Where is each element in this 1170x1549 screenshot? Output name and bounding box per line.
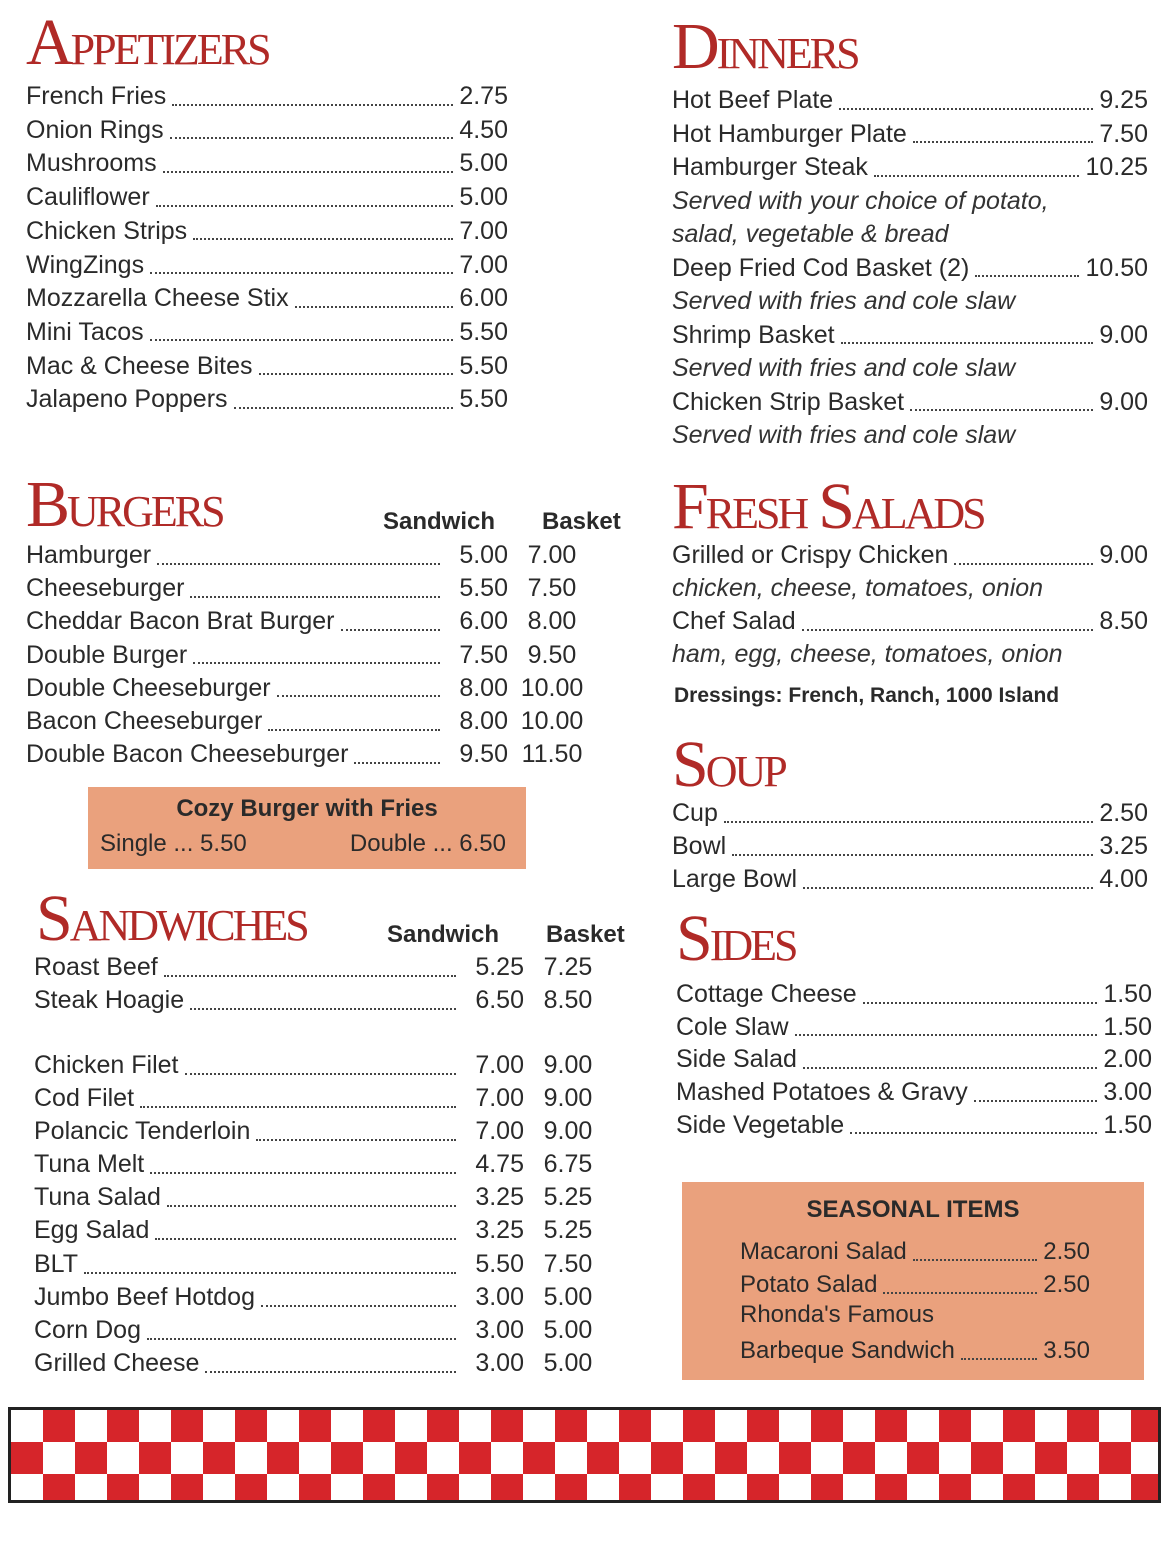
appetizer-row xyxy=(26,350,508,383)
dot-leader xyxy=(839,108,1093,110)
item-name: Cheeseburger xyxy=(26,574,185,603)
item-name: Roast Beef xyxy=(34,953,158,981)
checkered-border xyxy=(8,1407,1161,1503)
item-price: 3.50 xyxy=(1043,1337,1090,1364)
dot-leader xyxy=(341,629,440,631)
item-name: Mashed Potatoes & Gravy xyxy=(676,1078,968,1107)
item-name: BLT xyxy=(34,1250,78,1278)
sandwich-row xyxy=(34,1181,612,1214)
dot-leader xyxy=(150,339,454,341)
item-price: 2.00 xyxy=(1103,1045,1152,1074)
item-name: Large Bowl xyxy=(672,865,798,893)
item-basket: 11.50 xyxy=(521,740,583,769)
item-basket: 7.50 xyxy=(527,574,577,603)
item-sandwich: 7.00 xyxy=(475,1117,524,1145)
item-name: Chicken Filet xyxy=(34,1051,179,1079)
dot-leader xyxy=(150,1172,456,1174)
burgers-col-sandwich: Sandwich xyxy=(383,508,496,535)
dot-leader xyxy=(150,272,453,274)
salad-row xyxy=(672,605,1148,638)
sandwich-row xyxy=(34,1347,612,1380)
item-sandwich: 8.00 xyxy=(459,707,508,735)
dot-leader xyxy=(259,373,454,375)
item-sandwich: 5.50 xyxy=(459,574,508,603)
sides-heading: SIDES xyxy=(676,902,796,975)
dot-leader xyxy=(84,1272,456,1274)
dot-leader xyxy=(975,275,1079,277)
seasonal-row xyxy=(740,1235,1090,1268)
item-sandwich: 7.00 xyxy=(475,1051,524,1079)
dot-leader xyxy=(190,596,440,598)
appetizer-row xyxy=(26,249,508,282)
dinner-row xyxy=(672,84,1148,117)
item-name: Hamburger Steak xyxy=(672,153,868,181)
salads-heading: FRESH SALADS xyxy=(672,470,984,543)
dot-leader xyxy=(850,1132,1097,1134)
item-sandwich: 6.50 xyxy=(475,986,524,1014)
burger-row xyxy=(26,639,596,672)
item-basket: 7.25 xyxy=(543,953,593,981)
soup-row xyxy=(672,830,1148,863)
soup-heading: SOUP xyxy=(672,728,785,801)
item-name: Jumbo Beef Hotdog xyxy=(34,1283,255,1311)
item-name: Tuna Melt xyxy=(34,1150,145,1178)
item-price: 1.50 xyxy=(1103,1110,1152,1139)
item-price: 5.00 xyxy=(459,149,508,178)
item-price: 10.25 xyxy=(1085,153,1148,181)
burger-row xyxy=(26,605,596,638)
dot-leader xyxy=(261,1305,456,1307)
dot-leader xyxy=(724,821,1093,823)
side-row xyxy=(676,978,1152,1011)
sandwich-row xyxy=(34,1248,612,1281)
dot-leader xyxy=(295,306,454,308)
dot-leader xyxy=(193,662,440,664)
dinners-heading: DINNERS xyxy=(672,10,858,83)
item-name: Mini Tacos xyxy=(26,317,144,346)
item-price: 9.00 xyxy=(1099,541,1148,569)
item-basket: 5.00 xyxy=(543,1349,593,1377)
item-basket: 7.00 xyxy=(527,541,577,569)
item-note: salad, vegetable & bread xyxy=(672,220,949,248)
side-row xyxy=(676,1076,1152,1109)
side-row xyxy=(676,1109,1152,1142)
cozy-burger-double: Double ... 6.50 xyxy=(349,830,506,857)
item-sandwich: 7.50 xyxy=(459,640,508,669)
item-name: Corn Dog xyxy=(34,1316,141,1344)
appetizer-row xyxy=(26,215,508,248)
item-name: Hot Hamburger Plate xyxy=(672,119,907,148)
item-price: 3.25 xyxy=(1099,832,1148,860)
dot-leader xyxy=(874,175,1080,177)
sandwich-row xyxy=(34,984,612,1017)
appetizer-row xyxy=(26,114,508,147)
item-price: 3.00 xyxy=(1103,1078,1152,1107)
item-price: 4.50 xyxy=(459,115,508,144)
item-note: Served with fries and cole slaw xyxy=(672,354,1016,382)
item-name: Egg Salad xyxy=(34,1216,150,1244)
item-name: Shrimp Basket xyxy=(672,320,835,349)
item-name: Mac & Cheese Bites xyxy=(26,351,253,380)
dot-leader xyxy=(205,1371,456,1373)
sandwich-row xyxy=(34,1082,612,1115)
burger-row xyxy=(26,705,596,738)
item-name: Cup xyxy=(672,799,718,827)
dot-leader xyxy=(157,563,440,565)
item-price: 5.50 xyxy=(459,385,508,414)
item-price: 2.50 xyxy=(1043,1238,1090,1265)
dot-leader xyxy=(910,409,1093,411)
dot-leader xyxy=(974,1100,1098,1102)
side-row xyxy=(676,1043,1152,1076)
item-name: Double Burger xyxy=(26,640,188,669)
seasonal-row xyxy=(740,1268,1090,1301)
item-price: 9.00 xyxy=(1099,320,1148,349)
item-price: 5.50 xyxy=(459,317,508,346)
item-price: 9.25 xyxy=(1099,86,1148,114)
item-price: 2.50 xyxy=(1099,799,1148,827)
item-name: Cod Filet xyxy=(34,1084,135,1112)
item-name: French Fries xyxy=(26,82,167,110)
sandwich-row xyxy=(34,1049,612,1082)
dot-leader xyxy=(193,238,453,240)
appetizers-heading: APPETIZERS xyxy=(26,6,269,79)
seasonal-row xyxy=(740,1334,1090,1367)
item-sandwich: 8.00 xyxy=(459,673,508,702)
dot-leader xyxy=(961,1358,1037,1360)
item-basket: 5.25 xyxy=(543,1216,593,1244)
dot-leader xyxy=(803,887,1093,889)
dot-leader xyxy=(277,695,440,697)
dot-leader xyxy=(354,762,440,764)
item-name: Chicken Strips xyxy=(26,216,188,245)
sandwiches-col-sandwich: Sandwich xyxy=(387,921,500,948)
dinner-row xyxy=(672,319,1148,352)
item-name: Double Cheeseburger xyxy=(26,673,271,702)
appetizer-row xyxy=(26,316,508,349)
item-name: Onion Rings xyxy=(26,115,164,144)
item-name: Mushrooms xyxy=(26,149,157,178)
sandwich-row xyxy=(34,1115,612,1148)
burger-row xyxy=(26,738,596,771)
dot-leader xyxy=(841,342,1094,344)
sandwich-row xyxy=(34,951,612,984)
sandwich-row xyxy=(34,1314,612,1347)
dinner-row xyxy=(672,151,1148,184)
item-price: 5.00 xyxy=(459,183,508,212)
dot-leader xyxy=(883,1292,1037,1294)
item-name: Macaroni Salad xyxy=(740,1238,907,1265)
soup-row xyxy=(672,797,1148,830)
item-name: Jalapeno Poppers xyxy=(26,385,228,414)
item-price: 1.50 xyxy=(1103,980,1152,1008)
item-price: 9.00 xyxy=(1099,387,1148,416)
side-row xyxy=(676,1011,1152,1044)
item-name: Grilled or Crispy Chicken xyxy=(672,541,949,569)
dot-leader xyxy=(795,1034,1098,1036)
item-basket: 7.50 xyxy=(543,1250,593,1278)
seasonal-box xyxy=(682,1182,1144,1380)
seasonal-item-name: Rhonda's Famous xyxy=(740,1301,935,1328)
appetizer-row xyxy=(26,147,508,180)
item-sandwich: 4.75 xyxy=(475,1150,524,1178)
item-price: 7.00 xyxy=(459,250,508,279)
dot-leader xyxy=(140,1106,456,1108)
item-basket: 6.75 xyxy=(543,1150,593,1178)
item-name: Bowl xyxy=(672,832,727,860)
item-note: ham, egg, cheese, tomatoes, onion xyxy=(672,640,1063,668)
dot-leader xyxy=(147,1338,456,1340)
item-price: 7.50 xyxy=(1099,119,1148,148)
dot-leader xyxy=(163,171,454,173)
dot-leader xyxy=(803,1067,1097,1069)
sandwiches-col-basket: Basket xyxy=(546,921,625,948)
sandwiches-heading: SANDWICHES xyxy=(36,882,307,955)
dot-leader xyxy=(802,629,1094,631)
dot-leader xyxy=(164,975,456,977)
item-sandwich: 3.00 xyxy=(475,1349,524,1377)
item-name: Polancic Tenderloin xyxy=(34,1117,251,1145)
item-basket: 5.00 xyxy=(543,1283,593,1311)
item-basket: 10.00 xyxy=(520,673,584,702)
item-sandwich: 3.00 xyxy=(475,1283,524,1311)
item-basket: 10.00 xyxy=(520,707,584,735)
item-sandwich: 3.00 xyxy=(475,1316,524,1344)
item-name: Cauliflower xyxy=(26,183,150,212)
item-name: Mozzarella Cheese Stix xyxy=(26,284,289,313)
dinner-row xyxy=(672,252,1148,285)
item-name: Hamburger xyxy=(26,541,152,569)
item-sandwich: 9.50 xyxy=(459,740,508,769)
cozy-burger-single: Single ... 5.50 xyxy=(100,830,247,857)
dot-leader xyxy=(732,854,1093,856)
item-note: Served with your choice of potato, xyxy=(672,186,1049,215)
item-sandwich: 3.25 xyxy=(475,1183,524,1211)
dot-leader xyxy=(190,1008,456,1010)
sandwich-row xyxy=(34,1148,612,1181)
dinner-row xyxy=(672,118,1148,151)
dot-leader xyxy=(172,104,453,106)
item-price: 8.50 xyxy=(1099,607,1148,635)
burger-row xyxy=(26,672,596,705)
seasonal-title: SEASONAL ITEMS xyxy=(806,1196,1020,1223)
item-name: Side Vegetable xyxy=(676,1110,845,1139)
appetizer-row xyxy=(26,80,508,113)
item-name: Double Bacon Cheeseburger xyxy=(26,740,349,769)
item-name: Tuna Salad xyxy=(34,1183,161,1211)
item-basket: 9.00 xyxy=(543,1084,593,1112)
dot-leader xyxy=(913,141,1094,143)
item-name: Steak Hoagie xyxy=(34,986,185,1014)
dressings-text: Dressings: French, Ranch, 1000 Island xyxy=(674,684,1060,707)
item-basket: 8.00 xyxy=(527,607,577,636)
item-name: Grilled Cheese xyxy=(34,1349,200,1377)
item-name: Potato Salad xyxy=(740,1271,878,1298)
cozy-burger-box xyxy=(88,787,526,869)
item-sandwich: 7.00 xyxy=(475,1084,524,1112)
item-name: Chicken Strip Basket xyxy=(672,387,905,416)
item-name: Hot Beef Plate xyxy=(672,86,834,114)
sandwich-row xyxy=(34,1281,612,1314)
item-name: Chef Salad xyxy=(672,607,796,635)
item-price: 2.50 xyxy=(1043,1271,1090,1298)
item-basket: 9.00 xyxy=(543,1117,593,1145)
dot-leader xyxy=(156,205,454,207)
item-basket: 9.50 xyxy=(527,640,577,669)
item-name: Cottage Cheese xyxy=(676,980,857,1008)
item-note: Served with fries and cole slaw xyxy=(672,287,1016,315)
item-note: Served with fries and cole slaw xyxy=(672,421,1016,449)
item-name: Side Salad xyxy=(676,1045,797,1074)
dot-leader xyxy=(167,1205,456,1207)
dot-leader xyxy=(268,729,440,731)
item-price: 7.00 xyxy=(459,216,508,245)
dot-leader xyxy=(256,1139,456,1141)
burger-row xyxy=(26,572,596,605)
item-price: 1.50 xyxy=(1103,1012,1152,1041)
appetizer-row xyxy=(26,181,508,214)
burgers-heading: BURGERS xyxy=(26,468,223,541)
item-sandwich: 6.00 xyxy=(459,607,508,636)
item-note: chicken, cheese, tomatoes, onion xyxy=(672,574,1044,602)
dot-leader xyxy=(155,1238,456,1240)
item-price: 2.75 xyxy=(459,82,508,110)
cozy-burger-title: Cozy Burger with Fries xyxy=(176,795,438,822)
item-price: 5.50 xyxy=(459,351,508,380)
item-name: Deep Fried Cod Basket (2) xyxy=(672,253,970,282)
dot-leader xyxy=(913,1259,1038,1261)
item-name: Cheddar Bacon Brat Burger xyxy=(26,607,335,636)
item-sandwich: 5.50 xyxy=(475,1250,524,1278)
item-name: Cole Slaw xyxy=(676,1012,789,1041)
appetizer-row xyxy=(26,282,508,315)
item-price: 6.00 xyxy=(459,284,508,313)
item-price: 10.50 xyxy=(1085,253,1148,282)
item-price: 4.00 xyxy=(1099,865,1148,893)
salad-row xyxy=(672,539,1148,572)
burger-row xyxy=(26,539,596,572)
item-basket: 5.00 xyxy=(543,1316,593,1344)
appetizer-row xyxy=(26,383,508,416)
dot-leader xyxy=(170,137,454,139)
item-basket: 8.50 xyxy=(543,986,593,1014)
dinner-row xyxy=(672,386,1148,419)
item-name: Bacon Cheeseburger xyxy=(26,707,263,735)
soup-row xyxy=(672,863,1148,896)
dot-leader xyxy=(234,407,454,409)
item-name: WingZings xyxy=(26,250,145,279)
dot-leader xyxy=(863,1002,1098,1004)
item-sandwich: 5.00 xyxy=(459,541,508,569)
burgers-col-basket: Basket xyxy=(542,508,621,535)
item-sandwich: 3.25 xyxy=(475,1216,524,1244)
dot-leader xyxy=(954,563,1093,565)
sandwich-row xyxy=(34,1214,612,1247)
item-basket: 5.25 xyxy=(543,1183,593,1211)
item-sandwich: 5.25 xyxy=(475,953,524,981)
dot-leader xyxy=(185,1073,457,1075)
item-basket: 9.00 xyxy=(543,1051,593,1079)
item-name: Barbeque Sandwich xyxy=(740,1337,955,1364)
